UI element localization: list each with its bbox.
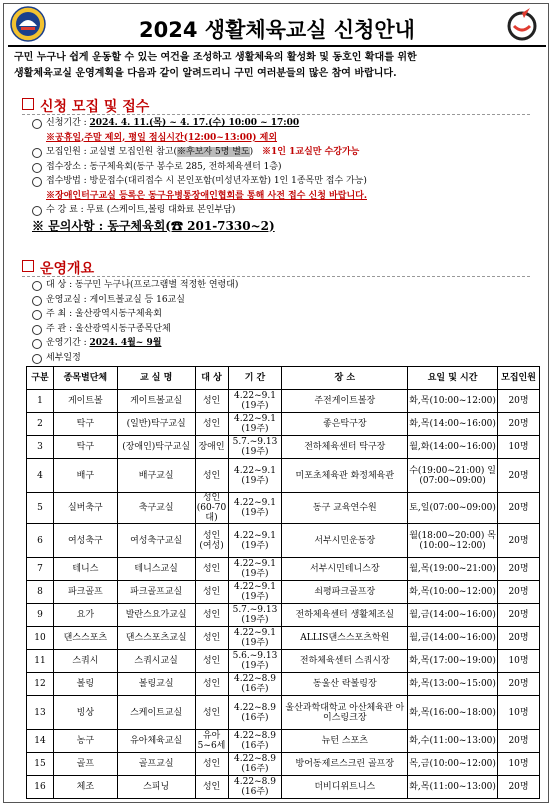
table-cell: 4	[27, 459, 54, 493]
table-cell: 5.7.~9.13 (19주)	[228, 604, 282, 627]
table-cell: 발란스요가교실	[117, 604, 195, 627]
table-cell: 성인 (여성)	[195, 524, 228, 558]
host-item: 주 최 : 울산광역시동구체육회	[32, 307, 238, 322]
table-cell: 월,금(14:00~16:00)	[408, 627, 498, 650]
table-cell: 11	[27, 650, 54, 673]
table-cell: 파크골프교실	[117, 581, 195, 604]
header-cell: 장 소	[282, 367, 408, 390]
table-cell: 4.22~9.1 (19주)	[228, 459, 282, 493]
table-cell: 20명	[498, 459, 540, 493]
table-cell: 스피닝	[117, 776, 195, 799]
classes-item: 운영교실 : 게이트볼교실 등 16교실	[32, 293, 238, 308]
table-cell: 성인	[195, 673, 228, 696]
table-cell: 골프교실	[117, 753, 195, 776]
table-cell: 더비디위트니스	[282, 776, 408, 799]
table-cell: 장애인	[195, 436, 228, 459]
fee-item: 수 강 료 : 무료 (스케이트,볼링 대화료 본인부담)	[32, 203, 367, 218]
table-cell: 여성축구	[53, 524, 117, 558]
table-cell: 1	[27, 390, 54, 413]
table-cell: (일반)탁구교실	[117, 413, 195, 436]
table-cell: 10명	[498, 753, 540, 776]
table-cell: 여성축구교실	[117, 524, 195, 558]
table-row	[27, 459, 540, 493]
section-box-icon	[22, 98, 34, 110]
table-cell: 월,화(14:00~16:00)	[408, 436, 498, 459]
table-row	[27, 390, 540, 413]
section-divider	[22, 114, 530, 115]
table-cell: 4.22~8.9 (16주)	[228, 753, 282, 776]
table-cell: 2	[27, 413, 54, 436]
target-item: 대 상 : 동구민 누구나(프로그램별 적정한 연령대)	[32, 278, 238, 293]
table-cell: 스케이트교실	[117, 696, 195, 730]
table-cell: 4.22~9.1 (19주)	[228, 493, 282, 524]
table-row	[27, 730, 540, 753]
period-item: 신청기간 : 2024. 4. 11.(목) ~ 4. 17.(수) 10:00 ~ 17:00	[32, 116, 367, 131]
table-cell: 수(19:00~21:00) 일(07:00~09:00)	[408, 459, 498, 493]
table-cell: ALLIS댄스스포츠학원	[282, 627, 408, 650]
table-cell: 전하체육센터 생활체조실	[282, 604, 408, 627]
table-cell: 6	[27, 524, 54, 558]
one-class-note: ※1인 1교실만 수강가능	[262, 147, 360, 157]
table-cell: 골프	[53, 753, 117, 776]
table-cell: 10	[27, 627, 54, 650]
table-cell: 성인	[195, 696, 228, 730]
table-row	[27, 753, 540, 776]
table-row	[27, 524, 540, 558]
schedule-table	[26, 366, 540, 799]
table-cell: 4.22~9.1 (19주)	[228, 524, 282, 558]
table-cell: 스쿼시	[53, 650, 117, 673]
table-row	[27, 696, 540, 730]
table-cell: 게이트볼교실	[117, 390, 195, 413]
table-cell: 볼링	[53, 673, 117, 696]
table-cell: 동울산 락볼링장	[282, 673, 408, 696]
table-cell: 20명	[498, 627, 540, 650]
table-cell: 서부시민테니스장	[282, 558, 408, 581]
table-cell: 13	[27, 696, 54, 730]
table-cell: 실버축구	[53, 493, 117, 524]
section-divider	[22, 276, 530, 277]
people-item: 모집인원 : 교실별 모집인원 참고(※후보자 5명 별도) ※1인 1교실만 수강가능	[32, 145, 367, 160]
table-cell: 16	[27, 776, 54, 799]
table-cell: 성인	[195, 390, 228, 413]
schedule-item: 세부일정	[32, 351, 238, 366]
table-cell: 4.22~8.9 (16주)	[228, 730, 282, 753]
table-cell: 축구교실	[117, 493, 195, 524]
intro-line: 생활체육교실 운영계획을 다음과 같이 알려드리니 구민 여러분들의 많은 참여 바랍니다.	[14, 68, 397, 79]
place-item: 접수장소 : 동구체육회(동구 봉수로 285, 전하체육센터 1층)	[32, 160, 367, 175]
table-cell: 탁구	[53, 436, 117, 459]
reserve-note: ※후보자 5명 별도	[177, 147, 250, 157]
table-row	[27, 650, 540, 673]
table-cell: 성인	[195, 459, 228, 493]
table-cell: 4.22~9.1 (19주)	[228, 627, 282, 650]
table-cell: 20명	[498, 604, 540, 627]
title-divider	[8, 45, 546, 47]
table-cell: 농구	[53, 730, 117, 753]
table-cell: 토,일(07:00~09:00)	[408, 493, 498, 524]
section-box-icon	[22, 260, 34, 272]
recruit-list	[32, 116, 367, 233]
table-cell: 탁구	[53, 413, 117, 436]
operation-section-title: 운영개요	[22, 258, 94, 278]
table-cell: 목,금(10:00~12:00)	[408, 753, 498, 776]
table-cell: 3	[27, 436, 54, 459]
table-cell: 볼링교실	[117, 673, 195, 696]
table-cell: 20명	[498, 673, 540, 696]
table-cell: 전하체육센터 탁구장	[282, 436, 408, 459]
table-row	[27, 776, 540, 799]
table-cell: 15	[27, 753, 54, 776]
table-cell: 화,목(17:00~19:00)	[408, 650, 498, 673]
table-cell: 화,목(13:00~15:00)	[408, 673, 498, 696]
table-cell: 성인	[195, 650, 228, 673]
method-item: 접수방법 : 방문접수(대리접수 시 본인포함(미성년자포함) 1인 1종목만 접수 가능)	[32, 174, 367, 189]
table-cell: 20명	[498, 524, 540, 558]
header-cell: 요일 및 시간	[408, 367, 498, 390]
table-row	[27, 604, 540, 627]
header-cell: 기 간	[228, 367, 282, 390]
inquiry-notice: ※ 문의사항 : 동구체육회(☎ 201-7330~2)	[32, 218, 275, 233]
table-cell: 월,목(19:00~21:00)	[408, 558, 498, 581]
table-cell: 울산과학대학교 아산체육관 아이스링크장	[282, 696, 408, 730]
table-cell: 미포초체육관 화정체육관	[282, 459, 408, 493]
header-cell: 대 상	[195, 367, 228, 390]
header-cell: 구분	[27, 367, 54, 390]
table-cell: 방어동제르스크린 골프장	[282, 753, 408, 776]
table-cell: 5.7.~9.13 (19주)	[228, 436, 282, 459]
table-cell: 12	[27, 673, 54, 696]
table-cell: 20명	[498, 390, 540, 413]
intro-line: 구민 누구나 쉽게 운동할 수 있는 여건을 조성하고 생활체육의 활성화 및 동호인 확대를 위한	[14, 52, 417, 63]
page-title: 2024 생활체육교실 신청안내	[139, 18, 415, 42]
table-cell: 화,수(11:00~13:00)	[408, 730, 498, 753]
recruit-section-title: 신청 모집 및 접수	[22, 96, 149, 116]
table-row	[27, 627, 540, 650]
table-cell: 스쿼시교실	[117, 650, 195, 673]
table-row	[27, 558, 540, 581]
table-cell: 좋은탁구장	[282, 413, 408, 436]
header-cell: 교 실 명	[117, 367, 195, 390]
table-row	[27, 413, 540, 436]
table-cell: 성인	[195, 776, 228, 799]
table-cell: 10명	[498, 696, 540, 730]
table-cell: 5.6.~9.13 (19주)	[228, 650, 282, 673]
op-period-item: 운영기간 : 2024. 4월~ 9월	[32, 336, 238, 351]
table-cell: 20명	[498, 413, 540, 436]
table-cell: 5	[27, 493, 54, 524]
table-cell: (장애인)탁구교실	[117, 436, 195, 459]
table-cell: 서부시민운동장	[282, 524, 408, 558]
table-cell: 20명	[498, 730, 540, 753]
table-cell: 성인	[195, 753, 228, 776]
table-cell: 성인	[195, 581, 228, 604]
table-cell: 댄스스포츠	[53, 627, 117, 650]
table-cell: 화,목(11:00~13:00)	[408, 776, 498, 799]
table-cell: 4.22~8.9 (16주)	[228, 776, 282, 799]
table-cell: 4.22~8.9 (16주)	[228, 673, 282, 696]
table-cell: 4.22~9.1 (19주)	[228, 558, 282, 581]
table-cell: 화,목(10:00~12:00)	[408, 581, 498, 604]
table-row	[27, 673, 540, 696]
table-cell: 4.22~9.1 (19주)	[228, 413, 282, 436]
table-cell: 성인	[195, 627, 228, 650]
table-cell: 테니스교실	[117, 558, 195, 581]
intro-text	[14, 50, 544, 82]
table-cell: 4.22~9.1 (19주)	[228, 581, 282, 604]
table-cell: 9	[27, 604, 54, 627]
method-note: ※장애인터구교실 등록은 동구유병통장애인협회를 통해 사전 접수 신청 바랍니다.	[46, 190, 367, 201]
table-cell: 성인	[195, 558, 228, 581]
table-cell: 유아체육교실	[117, 730, 195, 753]
table-cell: 화,목(16:00~18:00)	[408, 696, 498, 730]
table-cell: 성인	[195, 413, 228, 436]
table-row	[27, 493, 540, 524]
period-value: 2024. 4. 11.(목) ~ 4. 17.(수) 10:00 ~ 17:00	[89, 118, 300, 128]
table-cell: 쇠평파크골프장	[282, 581, 408, 604]
table-cell: 테니스	[53, 558, 117, 581]
table-cell: 댄스스포츠교실	[117, 627, 195, 650]
header-cell: 종목별단체	[53, 367, 117, 390]
table-cell: 체조	[53, 776, 117, 799]
table-cell: 성인 (60-70대)	[196, 493, 227, 523]
table-cell: 20명	[498, 581, 540, 604]
table-cell: 화,목(10:00~12:00)	[408, 390, 498, 413]
table-cell: 월,금(14:00~16:00)	[408, 604, 498, 627]
table-cell: 7	[27, 558, 54, 581]
table-cell: 10명	[498, 436, 540, 459]
header-cell: 모집인원	[498, 367, 540, 390]
table-cell: 게이트볼	[53, 390, 117, 413]
table-cell: 유아 5~6세	[195, 730, 228, 753]
table-cell: 파크골프	[53, 581, 117, 604]
table-cell: 화,목(14:00~16:00)	[408, 413, 498, 436]
table-cell: 20명	[498, 493, 540, 524]
table-cell: 4.22~8.9 (16주)	[228, 696, 282, 730]
operation-list	[32, 278, 238, 365]
table-cell: 4.22~9.1 (19주)	[228, 390, 282, 413]
table-body	[27, 390, 540, 799]
table-cell: 20명	[498, 558, 540, 581]
table-cell: 전하체육센터 스쿼시장	[282, 650, 408, 673]
table-cell: 주전게이트볼장	[282, 390, 408, 413]
table-cell: 8	[27, 581, 54, 604]
table-cell: 성인	[195, 604, 228, 627]
table-cell: 배구	[53, 459, 117, 493]
table-cell: 14	[27, 730, 54, 753]
table-cell: 뉴턴 스포츠	[282, 730, 408, 753]
table-cell: 월(18:00~20:00) 목(10:00~12:00)	[408, 524, 498, 558]
table-row	[27, 436, 540, 459]
organizer-item: 주 관 : 울산광역시동구종목단체	[32, 322, 238, 337]
table-cell: 10명	[498, 650, 540, 673]
table-cell: 요가	[53, 604, 117, 627]
table-row	[27, 581, 540, 604]
table-header-row	[27, 367, 540, 390]
table-cell: 동구 교육연수원	[282, 493, 408, 524]
period-note: ※공휴일,주말 제외, 평일 점심시간(12:00~13:00) 제외	[46, 132, 278, 143]
table-cell: 빙상	[53, 696, 117, 730]
table-cell: 20명	[498, 776, 540, 799]
table-cell: 배구교실	[117, 459, 195, 493]
